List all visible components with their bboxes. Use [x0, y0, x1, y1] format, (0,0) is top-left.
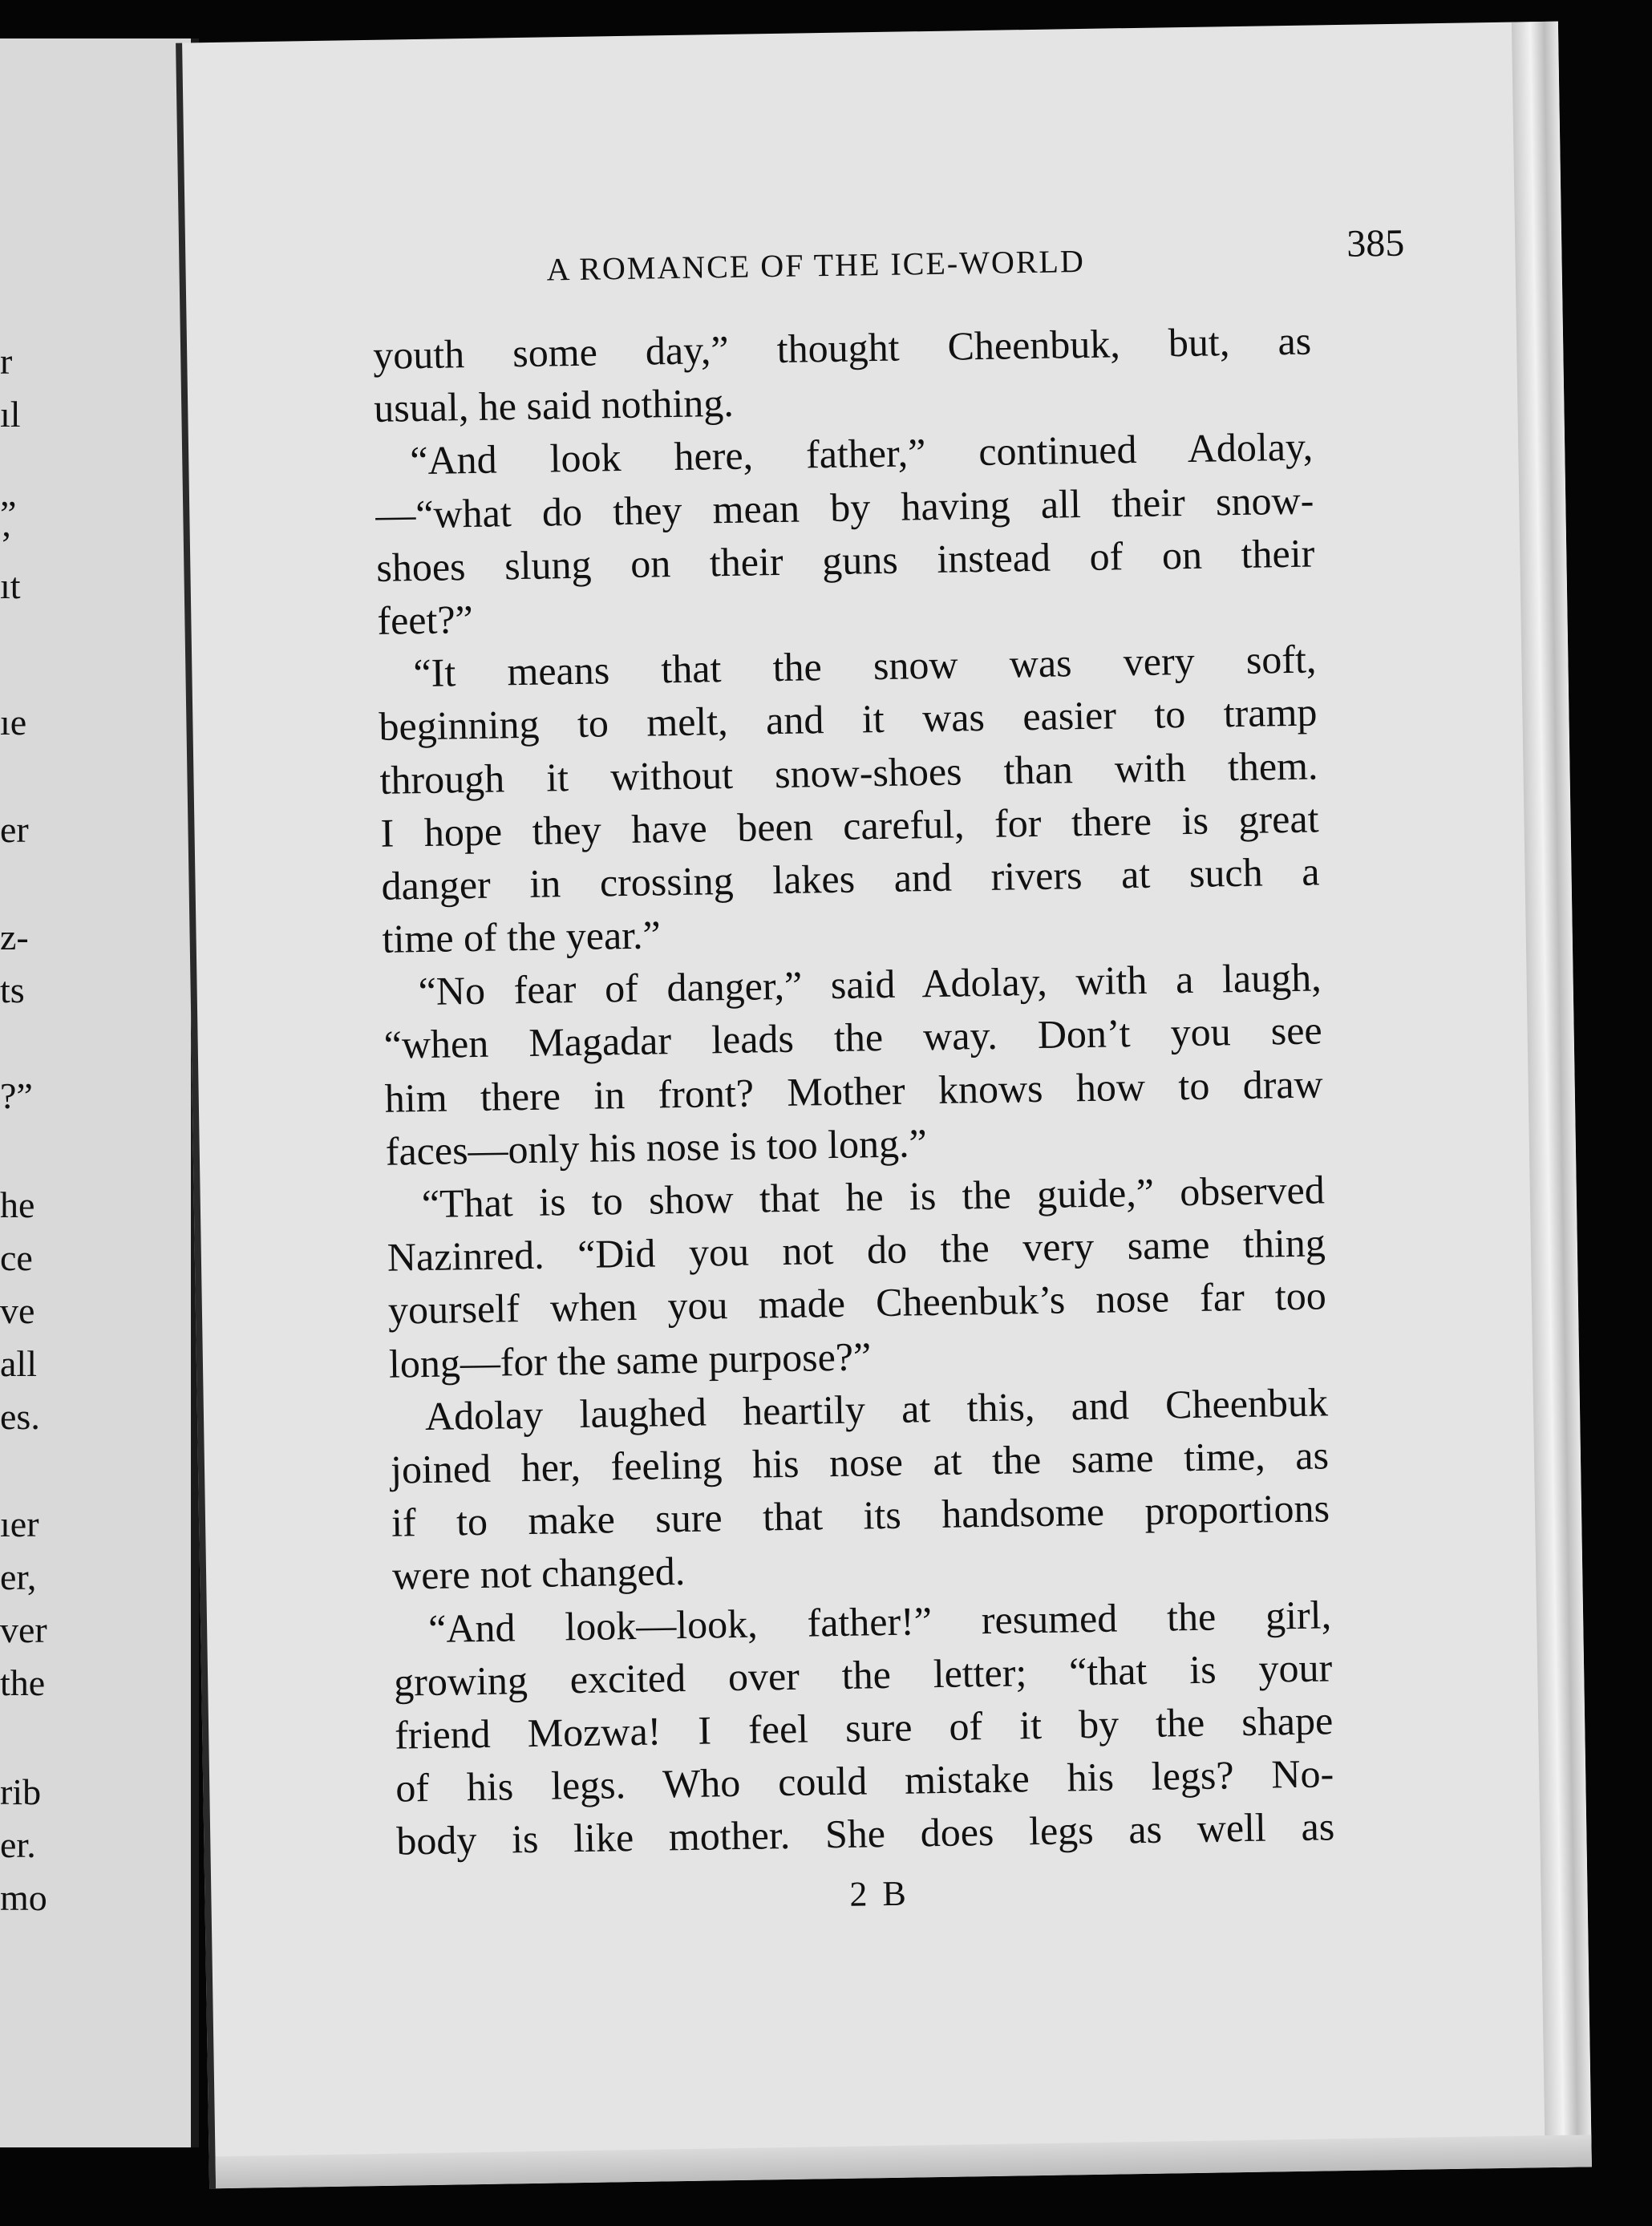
text-line: “And look—look, father!” resumed the girl,	[427, 1591, 1332, 1651]
left-text-fragment: ’	[0, 524, 13, 565]
text-line: body is like mother. She does legs as well as	[395, 1803, 1335, 1864]
previous-page-fragment	[0, 38, 199, 2147]
left-text-fragment: he	[0, 1184, 35, 1225]
left-text-fragment: z-	[0, 917, 29, 957]
left-text-fragment: ?”	[0, 1075, 33, 1116]
text-line: time of the year.”	[382, 912, 662, 961]
left-text-fragment: ver	[0, 1609, 47, 1650]
text-line: joined her, feeling his nose at the same time, as	[390, 1432, 1330, 1492]
text-line: I hope they have been careful, for there is great	[380, 795, 1319, 856]
left-text-fragment: rib	[0, 1771, 42, 1812]
left-text-fragment: ıt	[0, 565, 21, 606]
text-line: feet?”	[376, 596, 474, 643]
text-line: faces—only his nose is too long.”	[385, 1119, 928, 1174]
page-number: 385	[1346, 221, 1405, 265]
text-line: shoes slung on their guns instead of on their	[375, 530, 1315, 590]
left-text-fragment: ıl	[0, 394, 21, 435]
left-text-fragment: ce	[0, 1237, 33, 1278]
text-line: him there in front? Mother knows how to draw	[384, 1061, 1324, 1121]
left-text-fragment: ıe	[0, 702, 27, 743]
left-text-fragment: ”	[0, 493, 17, 534]
text-line: Nazinred. “Did you not do the very same thing	[387, 1220, 1326, 1280]
text-line: yourself when you made Cheenbuk’s nose far too	[387, 1273, 1327, 1334]
left-text-fragment: all	[0, 1343, 37, 1384]
text-line: youth some day,” thought Cheenbuk, but, as	[372, 318, 1312, 378]
left-text-fragment: er,	[0, 1556, 37, 1597]
text-line: friend Mozwa! I feel sure of it by the shape	[394, 1698, 1334, 1758]
left-text-fragment: the	[0, 1662, 46, 1703]
body-text	[373, 314, 1335, 1868]
left-text-fragment: ve	[0, 1290, 35, 1331]
page-edge	[1512, 22, 1592, 2168]
text-line: “That is to show that he is the guide,” observed	[421, 1167, 1326, 1227]
text-line: growing excited over the letter; “that is your	[393, 1644, 1333, 1705]
text-line: beginning to melt, and it was easier to tramp	[379, 689, 1318, 750]
text-line: Adolay laughed heartily at this, and Cheenbuk	[424, 1379, 1329, 1439]
left-text-fragment: er	[0, 809, 29, 850]
left-text-fragment: es.	[0, 1396, 40, 1437]
running-title: A ROMANCE OF THE ICE-WORLD	[546, 242, 1086, 288]
text-line: long—for the same purpose?”	[388, 1333, 872, 1386]
text-line: —“what do they mean by having all their snow-	[375, 477, 1314, 537]
text-line: of his legs. Who could mistake his legs? No-	[395, 1750, 1334, 1811]
text-line: were not changed.	[391, 1548, 686, 1599]
page-bottom-shadow	[215, 2135, 1591, 2188]
book-page	[176, 22, 1592, 2189]
left-text-fragment: r	[0, 341, 13, 382]
left-text-fragment: er.	[0, 1824, 36, 1865]
left-text-fragment: ts	[0, 969, 25, 1010]
left-text-fragment: ıer	[0, 1504, 39, 1544]
signature-mark: 2 B	[849, 1873, 910, 1914]
text-line: through it without snow-shoes than with them.	[379, 742, 1318, 803]
text-line: “No fear of danger,” said Adolay, with a laugh,	[418, 954, 1322, 1014]
left-text-fragment: mo	[0, 1877, 47, 1918]
text-line: “And look here, father,” continued Adolay,	[409, 423, 1314, 484]
text-line: “It means that the snow was very soft,	[413, 636, 1317, 696]
text-line: usual, he said nothing.	[373, 380, 735, 431]
text-line: “when Magadar leads the way. Don’t you see	[383, 1007, 1323, 1068]
text-line: if to make sure that its handsome proportions	[391, 1485, 1330, 1545]
page-header	[546, 221, 1461, 291]
text-line: danger in crossing lakes and rivers at such a	[381, 848, 1320, 909]
